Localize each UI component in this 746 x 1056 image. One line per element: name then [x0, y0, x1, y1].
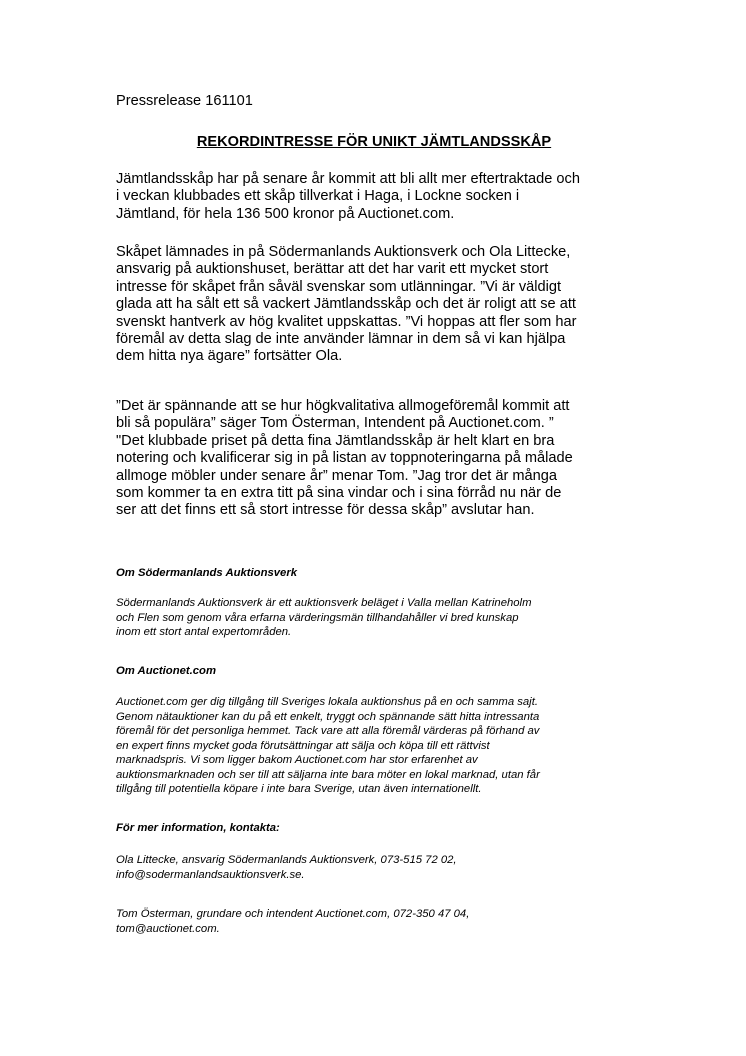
text-line: Skåpet lämnades in på Södermanlands Auktionsverk och Ola Littecke, — [116, 244, 571, 260]
text-line: dem hitta nya ägare” fortsätter Ola. — [116, 348, 343, 365]
text-line: ser att det finns ett så stort intresse för dessa skåp” avslutar han. — [116, 502, 535, 519]
contact-tom — [116, 907, 636, 936]
text-line: Jämtland, för hela 136 500 kronor på Auctionet.com. — [116, 205, 455, 222]
text-line: notering och kvalificerar sig in på listan av toppnoteringarna på målade — [116, 450, 573, 467]
paragraph-tom-quote — [116, 398, 646, 520]
text-line: auktionsmarknaden och ser till att säljarna inte bara möter en lokal marknad, utan får — [116, 768, 540, 781]
section-text-auction-house — [116, 596, 636, 640]
section-heading-auctionet: Om Auctionet.com — [116, 665, 217, 677]
text-line: Genom nätauktioner kan du på ett enkelt, tryggt och spännande sätt hitta intressanta — [116, 710, 540, 723]
text-line: ”Det är spännande att se hur högkvalitativa allmogeföremål kommit att — [116, 398, 570, 414]
text-line: bli så populära” säger Tom Österman, Intendent på Auctionet.com. ” — [116, 415, 554, 432]
headline: REKORDINTRESSE FÖR UNIKT JÄMTLANDSSKÅP — [196, 134, 552, 150]
text-line: glada att ha sålt ett så vackert Jämtlandsskåp och det är roligt att se att — [116, 296, 576, 313]
press-release-header: Pressrelease 161101 — [116, 93, 253, 109]
paragraph-intro — [116, 171, 646, 223]
text-line: föremål för det personliga hemmet. Tack vare att alla föremål värderas på förhand av — [116, 725, 540, 737]
contact-ola — [116, 853, 636, 882]
text-line: intresse för skåpet från såväl svenskar som utlänningar. ”Vi är väldigt — [116, 278, 562, 295]
text-line: Södermanlands Auktionsverk är ett auktionsverk beläget i Valla mellan Katrineholm — [116, 597, 532, 609]
text-line: i veckan klubbades ett skåp tillverkat i Haga, i Lockne socken i — [116, 188, 520, 205]
text-line: tillgång till potentiella köpare i inte bara Sverige, utan även internationellt. — [116, 783, 482, 795]
paragraph-ola-quote — [116, 244, 646, 366]
section-heading-auction-house: Om Södermanlands Auktionsverk — [116, 567, 298, 579]
section-heading-contact: För mer information, kontakta: — [116, 822, 280, 834]
text-line: allmoge möbler under senare år” menar Tom. ”Jag tror det är många — [116, 467, 557, 484]
section-text-auctionet — [116, 695, 636, 797]
contact-line: Tom Österman, grundare och intendent Auctionet.com, 072-350 47 04, — [116, 908, 470, 920]
contact-line: Ola Littecke, ansvarig Södermanlands Auktionsverk, 073-515 72 02, — [116, 854, 457, 866]
contact-email[interactable]: tom@auctionet.com. — [116, 922, 220, 935]
text-line: en expert finns mycket goda förutsättningar att sälja och köpa till ett rättvist — [116, 739, 490, 752]
text-line: "Det klubbade priset på detta fina Jämtlandsskåp är helt klart en bra — [116, 432, 555, 449]
text-line: Jämtlandsskåp har på senare år kommit att bli allt mer eftertraktade och — [116, 171, 580, 187]
text-line: och Flen som genom våra erfarna värderingsmän tillhandahåller vi bred kunskap — [116, 611, 519, 624]
text-line: svenskt hantverk av hög kvalitet uppskattas. ”Vi hoppas att fler som har — [116, 313, 577, 330]
text-line: ansvarig på auktionshuset, berättar att det har varit ett mycket stort — [116, 261, 549, 278]
text-line: föremål av detta slag de inte använder lämnar in dem så vi kan hjälpa — [116, 331, 566, 348]
contact-email[interactable]: info@sodermanlandsauktionsverk.se. — [116, 868, 305, 881]
text-line: som kommer ta en extra titt på sina vindar och i sina förråd nu när de — [116, 485, 562, 502]
text-line: marknadspris. Vi som ligger bakom Auctionet.com har stor erfarenhet av — [116, 754, 478, 766]
text-line: Auctionet.com ger dig tillgång till Sveriges lokala auktionshus på en och samma sajt. — [116, 696, 538, 708]
text-line: inom ett stort antal expertområden. — [116, 626, 292, 638]
